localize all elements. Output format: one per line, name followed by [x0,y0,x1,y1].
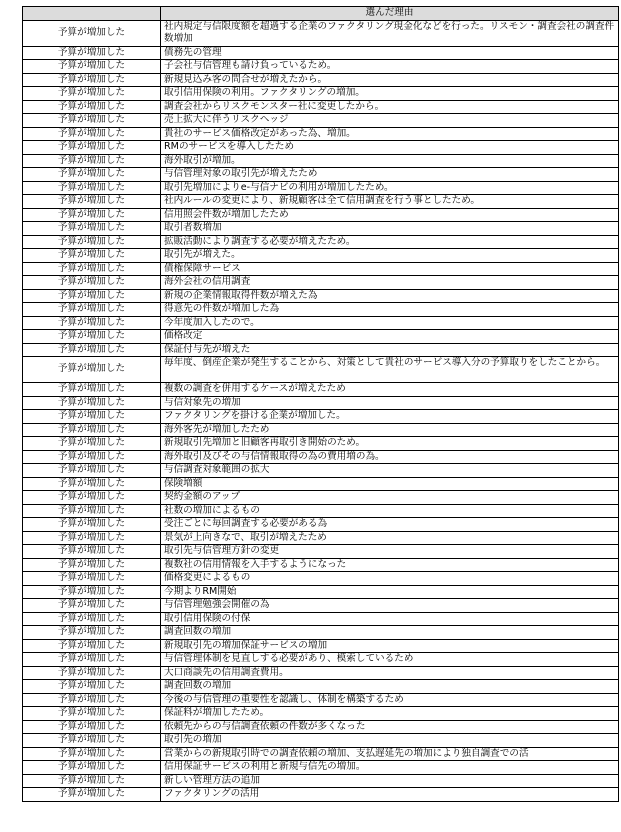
reason-cell: ファクタリングの活用 [161,788,619,802]
table-row [23,531,619,545]
reason-cell: 得意先の件数が増加した為 [161,303,619,317]
table-row [23,464,619,478]
category-cell: 予算が増加した [23,720,161,734]
table-row [23,141,619,155]
category-cell: 予算が増加した [23,289,161,303]
reason-cell: 新規の企業情報取得件数が増えた為 [161,289,619,303]
category-cell: 予算が増加した [23,680,161,694]
reason-cell: 価格改定 [161,330,619,344]
category-cell: 予算が増加した [23,450,161,464]
reason-cell: 海外客先が増加したため [161,423,619,437]
reason-cell: 子会社与信管理も請け負っているため。 [161,60,619,74]
reason-cell: 調査回数の増加 [161,680,619,694]
reason-cell: 新規取引先の増加保証サービスの増加 [161,639,619,653]
category-cell: 予算が増加した [23,46,161,60]
reason-cell: RMのサービスを導入したため [161,141,619,155]
category-cell: 予算が増加した [23,788,161,802]
reasons-table [22,6,619,802]
table-row [23,545,619,559]
table-row [23,788,619,802]
table-row [23,599,619,613]
table-row [23,585,619,599]
category-cell: 予算が増加した [23,693,161,707]
table-row [23,747,619,761]
reason-cell: 受注ごとに毎回調査する必要がある為 [161,518,619,532]
category-cell: 予算が増加した [23,20,161,46]
table-row [23,410,619,424]
header-row [23,7,619,21]
table-row [23,477,619,491]
table-row [23,491,619,505]
reason-cell: 取引先増加によりe-与信ナビの利用が増加したため。 [161,181,619,195]
table-row [23,249,619,263]
category-cell: 予算が増加した [23,60,161,74]
reason-cell: 信用保証サービスの利用と新規与信先の増加。 [161,761,619,775]
category-cell: 予算が増加した [23,666,161,680]
table-row [23,612,619,626]
table-row [23,437,619,451]
category-cell: 予算が増加した [23,464,161,478]
reason-cell: 社内規定与信限度額を超過する企業のファクタリング現金化などを行った。リスモン・調査会社の調査件数増加 [161,20,619,46]
category-cell: 予算が増加した [23,357,161,383]
table-row [23,666,619,680]
category-cell: 予算が増加した [23,626,161,640]
reason-cell: 与信管理体制を見直しする必要があり、模索しているため [161,653,619,667]
table-row [23,87,619,101]
table-row [23,720,619,734]
category-cell: 予算が増加した [23,100,161,114]
category-cell: 予算が増加した [23,195,161,209]
table-row [23,734,619,748]
category-cell: 予算が増加した [23,545,161,559]
reason-cell: 海外取引が増加。 [161,154,619,168]
reason-cell: 債権保障サービス [161,262,619,276]
reason-cell: 依頼先からの与信調査依頼の件数が多くなった [161,720,619,734]
table-row [23,60,619,74]
table-row [23,680,619,694]
category-cell: 予算が増加した [23,423,161,437]
category-cell: 予算が増加した [23,249,161,263]
table-row [23,504,619,518]
table-row [23,653,619,667]
table-row [23,316,619,330]
table-row [23,572,619,586]
reason-cell: 営業からの新規取引時での調査依頼の増加、支払遅延先の増加により独自調査での活 [161,747,619,761]
reason-cell: 今後の与信管理の重要性を認識し、体制を構築するため [161,693,619,707]
category-cell: 予算が増加した [23,235,161,249]
table-row [23,774,619,788]
reason-cell: 売上拡大に伴うリスクヘッジ [161,114,619,128]
category-cell: 予算が増加した [23,707,161,721]
category-cell: 予算が増加した [23,761,161,775]
category-cell: 予算が増加した [23,303,161,317]
reason-cell: 与信管理対象の取引先が増えたため [161,168,619,182]
category-cell: 予算が増加した [23,747,161,761]
category-cell: 予算が増加した [23,612,161,626]
category-cell: 予算が増加した [23,343,161,357]
table-row [23,343,619,357]
table-row [23,707,619,721]
reason-cell: 調査回数の増加 [161,626,619,640]
reason-cell: 拡販活動により調査する必要が増えたため。 [161,235,619,249]
table-row [23,357,619,383]
table-row [23,626,619,640]
reason-cell: 保証料が増加したため。 [161,707,619,721]
reason-cell: 与信対象先の増加 [161,396,619,410]
table-row [23,262,619,276]
table-row [23,289,619,303]
table-row [23,303,619,317]
table-row [23,761,619,775]
category-cell: 予算が増加した [23,87,161,101]
reason-cell: 債務先の管理 [161,46,619,60]
reason-cell: 取引先与信管理方針の変更 [161,545,619,559]
reason-cell: 与信管理勉強会開催の為 [161,599,619,613]
category-cell: 予算が増加した [23,531,161,545]
reason-cell: 保証付与先が増えた [161,343,619,357]
table-body [23,20,619,801]
category-cell: 予算が増加した [23,585,161,599]
table-row [23,168,619,182]
reason-cell: 今期よりRM開始 [161,585,619,599]
table-row [23,639,619,653]
category-cell: 予算が増加した [23,653,161,667]
table-row [23,276,619,290]
reason-cell: 取引信用保険の利用。ファクタリングの増加。 [161,87,619,101]
table-row [23,100,619,114]
category-cell: 予算が増加した [23,774,161,788]
table-row [23,330,619,344]
category-cell: 予算が増加した [23,276,161,290]
reason-cell: 大口商談先の信用調査費用。 [161,666,619,680]
table-row [23,181,619,195]
reason-cell: 社数の増加によるもの [161,504,619,518]
table-row [23,450,619,464]
reason-cell: 海外取引及びその与信情報取得の為の費用増の為。 [161,450,619,464]
category-cell: 予算が増加した [23,504,161,518]
category-cell: 予算が増加した [23,114,161,128]
reason-cell: 取引者数増加 [161,222,619,236]
table-row [23,114,619,128]
table-row [23,127,619,141]
reason-cell: 新規見込み客の問合せが増えたから。 [161,73,619,87]
category-cell: 予算が増加した [23,572,161,586]
category-cell: 予算が増加した [23,127,161,141]
category-cell: 予算が増加した [23,168,161,182]
category-cell: 予算が増加した [23,437,161,451]
category-cell: 予算が増加した [23,316,161,330]
table-row [23,208,619,222]
reason-cell: 信用照会件数が増加したため [161,208,619,222]
table-row [23,558,619,572]
category-cell: 予算が増加した [23,73,161,87]
table-row [23,154,619,168]
category-cell: 予算が増加した [23,518,161,532]
reason-cell: 複数の調査を併用するケースが増えたため [161,383,619,397]
category-cell: 予算が増加した [23,396,161,410]
category-cell: 予算が増加した [23,330,161,344]
table-row [23,73,619,87]
category-cell: 予算が増加した [23,639,161,653]
table-row [23,423,619,437]
reason-cell: ファクタリングを掛ける企業が増加した。 [161,410,619,424]
reason-cell: 契約金額のアップ [161,491,619,505]
reason-cell: 価格変更によるもの [161,572,619,586]
category-cell: 予算が増加した [23,410,161,424]
reason-cell: 新規取引先増加と旧顧客再取引き開始のため。 [161,437,619,451]
table-row [23,195,619,209]
reason-cell: 与信調査対象範囲の拡大 [161,464,619,478]
reason-column-header: 選んだ理由 [161,7,619,21]
table-row [23,518,619,532]
table-row [23,235,619,249]
table-row [23,222,619,236]
reason-cell: 取引先が増えた。 [161,249,619,263]
category-cell: 予算が増加した [23,558,161,572]
category-cell: 予算が増加した [23,141,161,155]
reason-cell: 今年度加入したので。 [161,316,619,330]
category-cell: 予算が増加した [23,383,161,397]
category-cell: 予算が増加した [23,477,161,491]
reason-cell: 景気が上向きなで、取引が増えたため [161,531,619,545]
category-column-header [23,7,161,21]
reason-cell: 取引先の増加 [161,734,619,748]
table-row [23,396,619,410]
reason-cell: 複数社の信用情報を入手するようになった [161,558,619,572]
reason-cell: 取引信用保険の付保 [161,612,619,626]
reason-cell: 海外会社の信用調査 [161,276,619,290]
table-row [23,46,619,60]
reason-cell: 社内ルールの変更により、新規顧客は全て信用調査を行う事としたため。 [161,195,619,209]
reason-cell: 調査会社からリスクモンスター社に変更したから。 [161,100,619,114]
reason-cell: 貴社のサービス価格改定があった為、増加。 [161,127,619,141]
category-cell: 予算が増加した [23,262,161,276]
category-cell: 予算が増加した [23,181,161,195]
category-cell: 予算が増加した [23,222,161,236]
category-cell: 予算が増加した [23,208,161,222]
category-cell: 予算が増加した [23,599,161,613]
reason-cell: 新しい管理方法の追加 [161,774,619,788]
table-row [23,20,619,46]
category-cell: 予算が増加した [23,154,161,168]
category-cell: 予算が増加した [23,491,161,505]
reason-cell: 毎年度、倒産企業が発生することから、対策として貴社のサービス導入分の予算取りをしたことから。 [161,357,619,383]
table-row [23,693,619,707]
category-cell: 予算が増加した [23,734,161,748]
table-row [23,383,619,397]
reason-cell: 保険増額 [161,477,619,491]
